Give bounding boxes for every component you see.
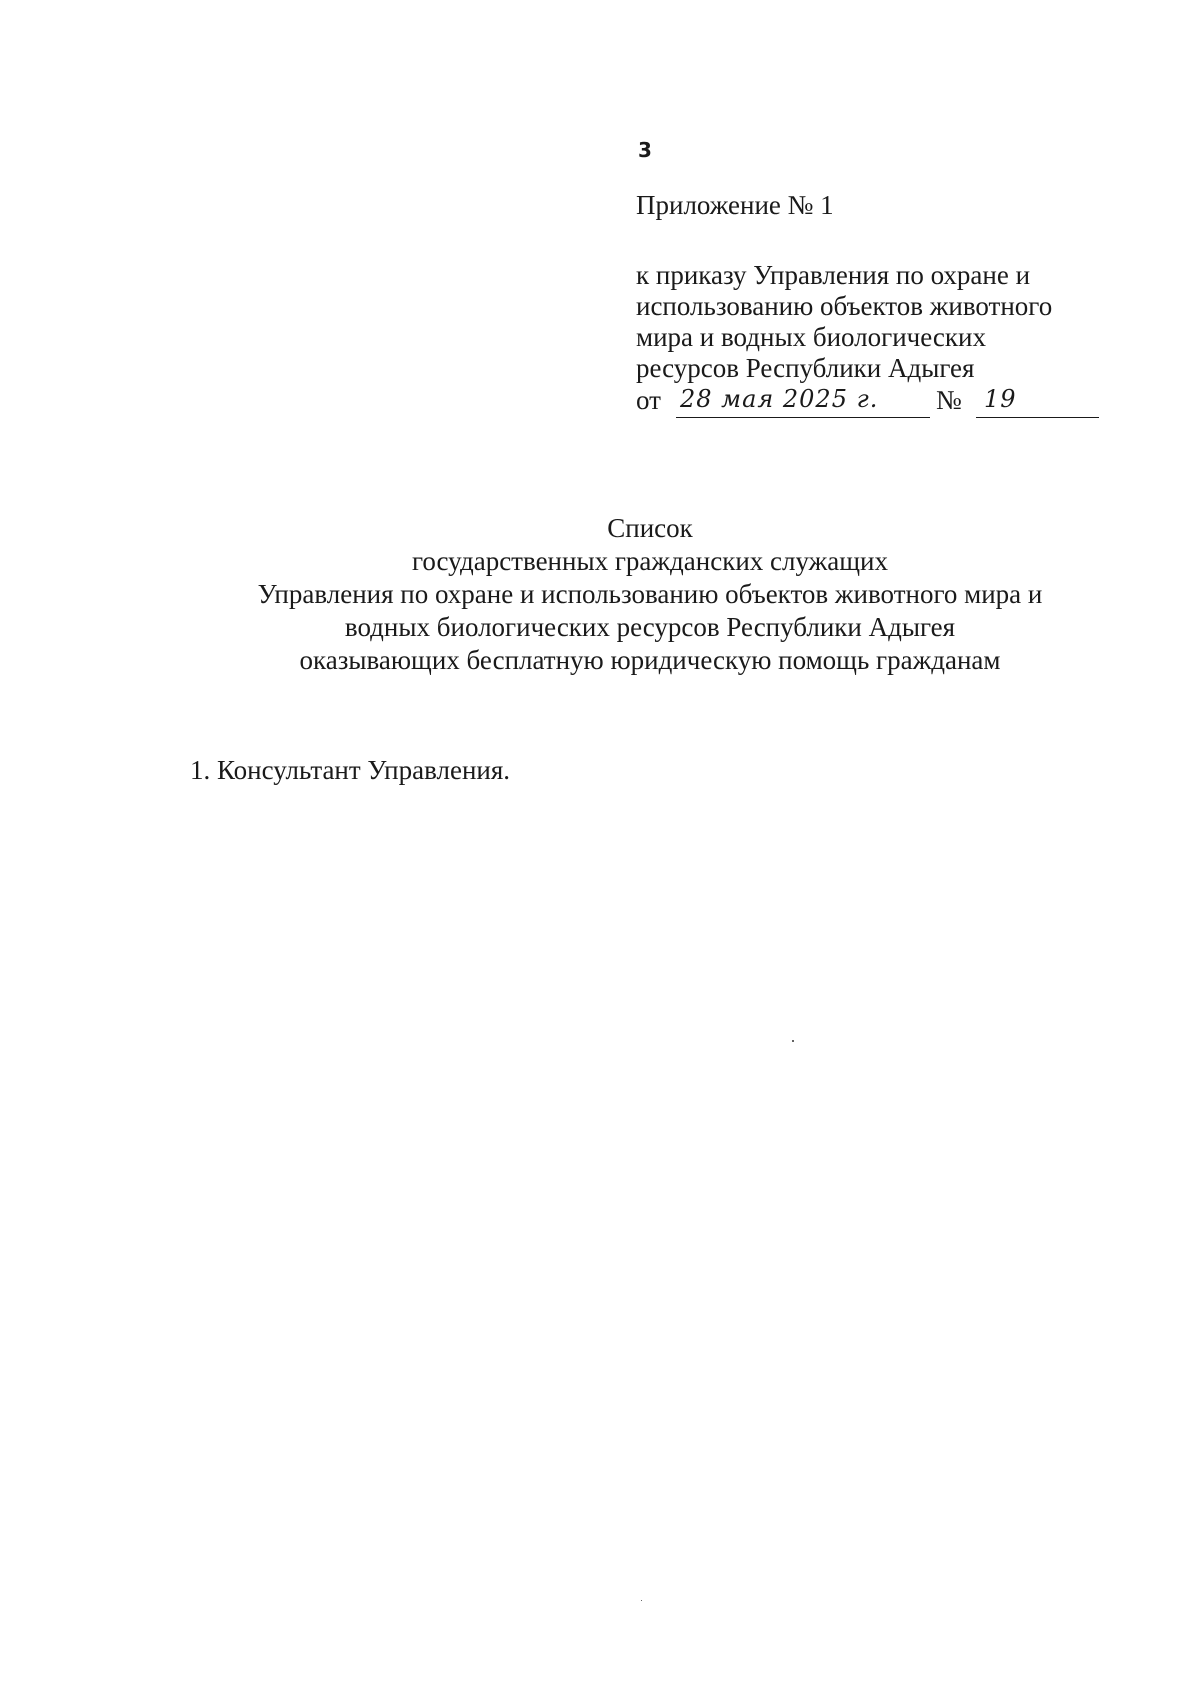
heading-line: оказывающих бесплатную юридическую помощь гражданам	[299, 645, 1001, 675]
order-reference-line: ресурсов Республики Адыгея	[636, 353, 975, 383]
order-reference	[636, 260, 1052, 384]
scan-speck	[792, 1040, 794, 1042]
appendix-title: Приложение № 1	[636, 190, 834, 220]
heading-line: государственных гражданских служащих	[411, 546, 889, 576]
number-sign: №	[936, 385, 962, 415]
handwritten-order-number: 19	[976, 385, 1099, 418]
heading-line: водных биологических ресурсов Республики Адыгея	[344, 612, 956, 642]
order-reference-line: использованию объектов животного	[636, 291, 1053, 321]
handwritten-date: 28 мая 2025 г.	[676, 385, 930, 418]
heading-line: Управления по охране и использованию объектов животного мира и	[257, 579, 1043, 609]
page-number: 3	[638, 138, 652, 162]
list-item: 1. Консультант Управления.	[190, 755, 511, 785]
order-reference-line: мира и водных биологических	[636, 322, 986, 352]
order-reference-line: к приказу Управления по охране и	[636, 260, 1031, 290]
scan-speck	[641, 1600, 642, 1601]
date-prefix: от	[636, 385, 661, 415]
order-date-line	[636, 385, 1096, 419]
list-heading	[200, 512, 1100, 677]
heading-line: Список	[607, 513, 693, 543]
staff-list	[190, 755, 510, 786]
